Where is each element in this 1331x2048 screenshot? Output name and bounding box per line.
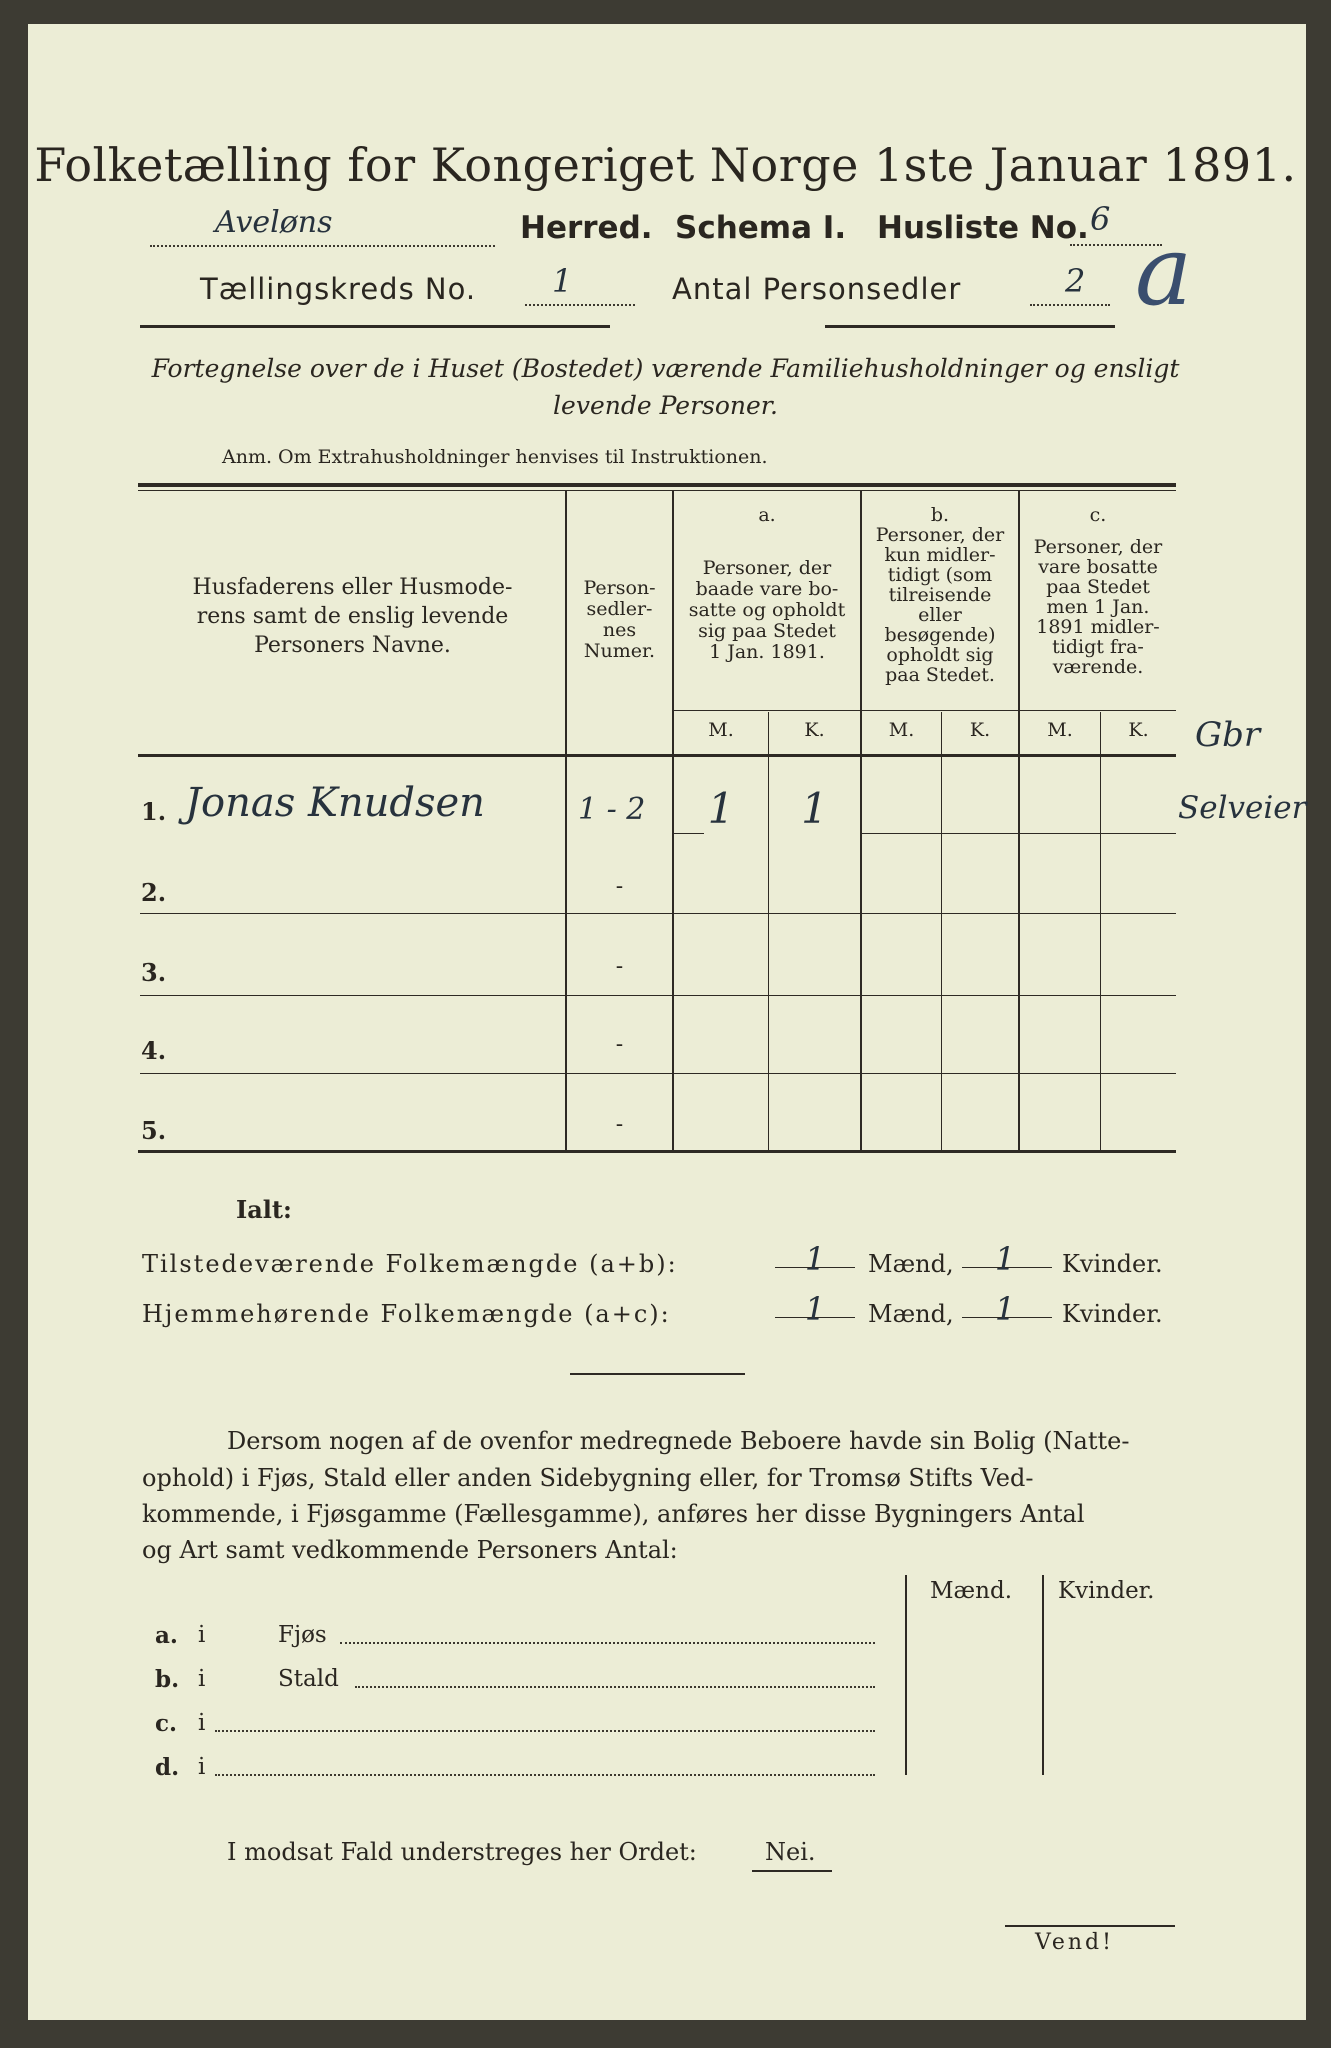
building-c-letter: c.: [155, 1710, 178, 1737]
vline-a-mk: [768, 712, 769, 1152]
row-5-sedler: -: [615, 1112, 624, 1137]
row-2-num: 2.: [141, 878, 167, 907]
col-c-line: men 1 Jan.: [1046, 596, 1150, 618]
kreds-dotline: [525, 304, 635, 306]
col-name-line: rens samt de enslig levende: [196, 604, 509, 629]
row-5-num: 5.: [141, 1116, 167, 1145]
building-c-dots: [215, 1730, 875, 1732]
herred-value: Aveløns: [215, 205, 333, 240]
vline-b-mk: [941, 712, 942, 1152]
kreds-value: 1: [552, 262, 573, 300]
col-name-line: Husfaderens eller Husmode-: [192, 575, 513, 600]
col-a-header: [674, 505, 860, 663]
col-b-line: eller: [918, 604, 962, 626]
col-a-line: baade vare bo-: [695, 578, 839, 600]
row-3-num: 3.: [141, 958, 167, 987]
col-c-line: 1891 midler-: [1036, 616, 1160, 638]
col-a-k: K.: [804, 719, 825, 741]
nei-underline: [752, 1870, 832, 1872]
hjemme-kvinder: Kvinder.: [1062, 1300, 1163, 1328]
col-b-m: M.: [888, 719, 915, 741]
modsat-text: I modsat Fald understreges her Ordet:: [227, 1838, 697, 1866]
row-rule-partial: [674, 833, 704, 834]
building-d-letter: d.: [155, 1754, 180, 1781]
buildings-vline-1: [905, 1575, 907, 1775]
col-name-line: Personers Navne.: [254, 633, 451, 658]
subtitle-line1: Fortegnelse over de i Huset (Bostedet) værende Familiehusholdninger og ensligt: [151, 354, 1180, 383]
col-a-line: sig paa Stedet: [698, 620, 836, 642]
building-a-i: i: [198, 1622, 206, 1648]
building-b-dots: [355, 1686, 875, 1688]
herred-label: Herred.: [520, 210, 653, 246]
title-rule-left: [140, 325, 610, 328]
building-c-i: i: [198, 1710, 206, 1736]
col-b-line: paa Stedet.: [885, 664, 995, 686]
para-line4: og Art samt vedkommende Personers Antal:: [142, 1536, 678, 1564]
tilstede-m-value: 1: [804, 1240, 826, 1278]
buildings-vline-2: [1042, 1575, 1044, 1775]
schema-label: Schema I.: [675, 210, 847, 246]
col-c-line: Personer, der: [1033, 536, 1163, 558]
margin-note: a: [1135, 215, 1193, 327]
hjemme-maend: Mænd,: [868, 1300, 954, 1328]
tilstede-kvinder: Kvinder.: [1062, 1250, 1163, 1278]
side-note-selveier: Selveier: [1178, 790, 1307, 826]
nei-text: Nei.: [765, 1838, 816, 1866]
table-header-rule: [138, 754, 1176, 757]
col-a-letter: a.: [758, 504, 776, 526]
mk-rule: [672, 710, 1176, 711]
col-num-line: Person-: [583, 577, 656, 599]
table-bottom-rule: [138, 1150, 1176, 1153]
col-b-letter: b.: [930, 504, 950, 526]
side-note-gbr: Gbr: [1195, 715, 1261, 755]
vend-text: Vend!: [1035, 1930, 1114, 1955]
col-a-line: satte og opholdt: [688, 599, 846, 621]
anm-note: Anm. Om Extrahusholdninger henvises til Instruktionen.: [222, 446, 768, 468]
row-2-sedler: -: [615, 874, 624, 899]
building-a-dots: [340, 1642, 875, 1644]
col-a-line: Personer, der: [702, 557, 832, 579]
row-rule: [140, 913, 1176, 914]
hjemme-m-value: 1: [804, 1290, 826, 1328]
row-1-sedler: 1 - 2: [578, 792, 646, 827]
kreds-label: Tællingskreds No.: [200, 272, 477, 306]
building-b-label: Stald: [278, 1666, 339, 1692]
antal-label: Antal Personsedler: [672, 272, 962, 306]
building-a-label: Fjøs: [278, 1622, 327, 1648]
title-rule-right: [825, 325, 1115, 328]
ialt-label: Ialt:: [236, 1195, 292, 1224]
col-num-line: Numer.: [583, 640, 656, 662]
vend-rule: [1005, 1925, 1175, 1927]
building-d-i: i: [198, 1754, 206, 1780]
form-title: Folketælling for Kongeriget Norge 1ste Januar 1891.: [34, 138, 1297, 192]
buildings-col-kvinder: Kvinder.: [1058, 1578, 1155, 1604]
col-num-line: sedler-: [586, 598, 653, 620]
table-top-rule: [138, 483, 1176, 487]
hjemme-k-value: 1: [994, 1290, 1016, 1328]
tilstede-k-value: 1: [994, 1240, 1016, 1278]
col-b-line: tilreisende: [888, 584, 992, 606]
tilstede-maend: Mænd,: [868, 1250, 954, 1278]
row-1-name: Jonas Knudsen: [185, 780, 485, 826]
col-b-line: kun midler-: [884, 544, 996, 566]
vline-c-mk: [1100, 712, 1101, 1152]
col-b-line: besøgende): [884, 624, 996, 646]
col-b-line: Personer, der: [875, 524, 1005, 546]
row-3-sedler: -: [615, 954, 624, 979]
buildings-col-maend: Mænd.: [930, 1578, 1013, 1604]
col-c-letter: c.: [1089, 504, 1107, 526]
col-c-line: vare bosatte: [1038, 556, 1158, 578]
col-c-line: paa Stedet: [1046, 576, 1150, 598]
col-c-line: tidigt fra-: [1052, 636, 1144, 658]
col-c-m: M.: [1047, 719, 1073, 741]
col-a-line: 1 Jan. 1891.: [709, 641, 825, 663]
antal-value: 2: [1065, 262, 1086, 300]
antal-dotline: [1030, 304, 1110, 306]
para-line1: Dersom nogen af de ovenfor medregnede Beboere havde sin Bolig (Natte-: [227, 1427, 1130, 1455]
col-b-k: K.: [969, 719, 991, 741]
table-top-rule-thin: [138, 490, 1176, 491]
col-c-line: værende.: [1052, 656, 1144, 678]
section-divider: [570, 1373, 745, 1375]
husliste-label: Husliste No.: [877, 210, 1089, 246]
census-form-sheet: [28, 24, 1306, 2020]
row-4-sedler: -: [615, 1032, 624, 1057]
building-b-i: i: [198, 1666, 206, 1692]
hjemme-label: Hjemmehørende Folkemængde (a+c):: [142, 1300, 671, 1328]
row-4-num: 4.: [141, 1036, 167, 1065]
para-line3: kommende, i Fjøsgamme (Fællesgamme), anføres her disse Bygningers Antal: [142, 1500, 1085, 1528]
col-num-line: nes: [602, 619, 637, 641]
row-rule-partial: [862, 833, 1176, 834]
subtitle-line2: levende Personer.: [553, 391, 778, 420]
col-c-k: K.: [1128, 719, 1149, 741]
building-a-letter: a.: [155, 1622, 178, 1649]
row-1-num: 1.: [141, 797, 167, 826]
row-1-a-k: 1: [801, 784, 828, 833]
building-b-letter: b.: [155, 1666, 180, 1693]
col-name-header: [140, 573, 565, 660]
tilstede-label: Tilstedeværende Folkemængde (a+b):: [142, 1250, 678, 1278]
row-1-a-m: 1: [707, 784, 735, 833]
building-d-dots: [215, 1774, 875, 1776]
col-a-m: M.: [708, 719, 734, 741]
col-b-line: opholdt sig: [886, 644, 994, 666]
row-rule: [140, 1073, 1176, 1074]
para-line2: ophold) i Fjøs, Stald eller anden Sidebygning eller, for Tromsø Stifts Ved-: [142, 1464, 1034, 1492]
husliste-value: 6: [1090, 200, 1111, 238]
herred-dotline: [150, 245, 495, 247]
col-b-line: tidigt (som: [887, 564, 993, 586]
row-rule: [140, 995, 1176, 996]
col-c-header: [1020, 505, 1176, 677]
col-num-header: [567, 578, 672, 662]
col-b-header: [862, 505, 1018, 685]
